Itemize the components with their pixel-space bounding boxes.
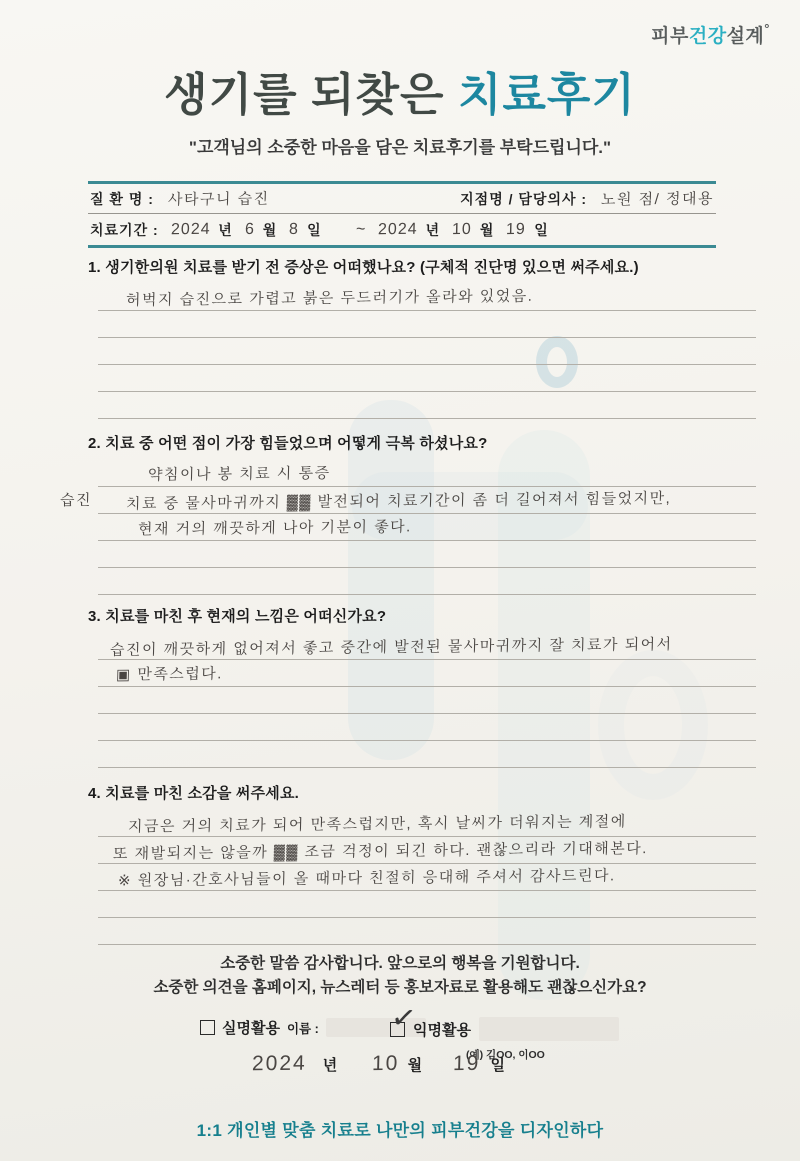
day-unit: 일	[534, 221, 549, 238]
date-month-unit: 월	[407, 1056, 424, 1074]
example-note: (예) 김OO, 이OO	[466, 1049, 545, 1061]
period-start-month: 6	[244, 220, 255, 238]
answer-text: 현재 거의 깨끗하게 나아 기분이 좋다.	[137, 518, 413, 539]
question-3-section	[88, 605, 756, 768]
answer-text: 치료 중 물사마귀까지 ▓▓ 발전되어 치료기간이 좀 더 길어져서 힘들었지만,	[125, 489, 672, 513]
consent-question: 소중한 의견을 홈페이지, 뉴스레터 등 홍보자료로 활용해도 괜찮으신가요?	[153, 979, 647, 996]
name-field-label: 이름 :	[286, 1021, 319, 1036]
thanks-message: 소중한 말씀 감사합니다. 앞으로의 행복을 기원합니다.	[220, 955, 580, 972]
period-start-day: 8	[289, 220, 300, 238]
disease-value: 사타구니 습진	[167, 190, 270, 209]
logo-accent: 건강	[688, 26, 727, 47]
answer-line	[98, 687, 756, 714]
answer-text: 지금은 거의 치료가 되어 만족스럽지만, 혹시 날씨가 더워지는 계절에	[127, 813, 627, 836]
answer-line	[98, 338, 756, 365]
question-2-number: 2.	[88, 435, 101, 452]
date-month-value: 10	[371, 1051, 400, 1076]
patient-info-table	[88, 181, 716, 248]
answer-line	[98, 633, 756, 660]
period-end-year: 2024	[377, 220, 418, 238]
answer-line	[98, 837, 756, 864]
logo-post: 설계	[726, 26, 765, 47]
day-unit: 일	[307, 221, 322, 238]
period-label: 치료기간 :	[90, 221, 159, 238]
answer-line	[98, 891, 756, 918]
answer-line	[98, 311, 756, 338]
info-row-period	[88, 214, 716, 245]
question-3-heading	[88, 605, 756, 626]
signature-date	[252, 1052, 506, 1076]
answer-line	[98, 487, 756, 514]
month-unit: 월	[479, 221, 495, 238]
month-unit: 월	[262, 221, 278, 238]
question-1-number: 1.	[88, 259, 101, 276]
period-end-day: 19	[506, 220, 527, 238]
answer-line	[98, 514, 756, 541]
period-tilde: ~	[355, 220, 367, 238]
logo-degree-mark: °	[764, 21, 770, 36]
question-1-section	[88, 256, 756, 419]
title-dark-part: 생기를 되찾은	[164, 69, 445, 120]
footer-tagline: 1:1 개인별 맞춤 치료로 나만의 피부건강을 디자인하다	[196, 1121, 604, 1140]
answer-text: 또 재발되지는 않을까 ▓▓ 조금 걱정이 되긴 하다. 괜찮으리라 기대해본다.	[112, 840, 649, 863]
answer-line	[98, 918, 756, 945]
answer-text: 습진이 깨끗하게 없어져서 좋고 중간에 발전된 물사마귀까지 잘 치료가 되어서	[109, 635, 673, 659]
branch-doctor-cell	[460, 188, 714, 209]
question-2-answer-area	[98, 460, 756, 595]
page-subtitle: "고객님의 소중한 마음을 담은 치료후기를 부탁드립니다."	[188, 138, 612, 157]
answer-line	[98, 284, 756, 311]
anonymous-label: 익명활용	[413, 1021, 471, 1039]
branch-doctor-value: 노원 점/ 정대용	[600, 190, 715, 209]
question-4-heading	[88, 782, 756, 803]
page-title	[0, 58, 800, 123]
answer-line	[98, 714, 756, 741]
answer-line	[98, 741, 756, 768]
anonymous-checkbox[interactable]	[388, 999, 419, 1037]
date-year-value: 2024	[251, 1051, 308, 1076]
date-day-value: 19	[452, 1051, 481, 1076]
question-1-answer-area	[98, 284, 756, 419]
question-3-answer-area	[98, 633, 756, 768]
question-4-answer-area	[98, 810, 756, 945]
period-end-month: 10	[451, 220, 473, 238]
answer-line	[98, 810, 756, 837]
real-name-checkbox[interactable]	[200, 1020, 215, 1035]
margin-note: 습진	[59, 491, 93, 510]
real-name-label: 실명활용	[222, 1020, 280, 1037]
clinic-logo	[651, 21, 770, 48]
anonymous-option	[388, 999, 619, 1041]
question-3-number: 3.	[88, 608, 101, 625]
answer-line	[98, 541, 756, 568]
year-unit: 년	[218, 221, 233, 238]
answer-line	[98, 460, 756, 487]
answer-text: 약침이나 봉 치료 시 통증	[147, 464, 331, 484]
logo-pre: 피부	[651, 26, 689, 47]
question-2-heading	[88, 432, 756, 453]
question-4-number: 4.	[88, 785, 101, 802]
branch-doctor-label: 지점명 / 담당의사 :	[460, 190, 588, 207]
disease-cell	[90, 188, 270, 209]
date-day-unit: 일	[490, 1056, 506, 1074]
date-year-unit: 년	[322, 1056, 339, 1074]
question-4-section	[88, 782, 756, 945]
answer-text: 허벅지 습진으로 가렵고 붉은 두드러기가 올라와 있었음.	[125, 287, 534, 309]
question-4-text: 치료를 마친 소감을 써주세요.	[105, 785, 300, 802]
question-2-section	[59, 432, 756, 595]
answer-text: ▣ 만족스럽다.	[115, 665, 224, 684]
info-row-disease	[88, 184, 716, 214]
year-unit: 년	[425, 221, 441, 238]
answer-line	[98, 392, 756, 419]
answer-line	[98, 660, 756, 687]
consent-intro	[0, 952, 800, 1000]
answer-text: ※ 원장님·간호사님들이 올 때마다 친절히 응대해 주셔서 감사드린다.	[117, 867, 616, 890]
question-3-text: 치료를 마친 후 현재의 느낌은 어떠신가요?	[105, 608, 387, 625]
answer-line	[98, 365, 756, 392]
disease-label: 질 환 명 :	[90, 190, 154, 207]
anonymous-input-field[interactable]	[479, 1017, 619, 1041]
period-start-year: 2024	[170, 220, 211, 238]
question-1-text: 생기한의원 치료를 받기 전 증상은 어떠했나요? (구체적 진단명 있으면 써주세요.)	[105, 259, 639, 276]
question-2-text: 치료 중 어떤 점이 가장 힘들었으며 어떻게 극복 하셨나요?	[105, 435, 488, 452]
check-mark-icon: ✓	[388, 999, 419, 1037]
question-1-heading	[88, 256, 756, 277]
title-accent-part: 치료후기	[457, 69, 636, 120]
answer-line	[98, 568, 756, 595]
answer-line	[98, 864, 756, 891]
